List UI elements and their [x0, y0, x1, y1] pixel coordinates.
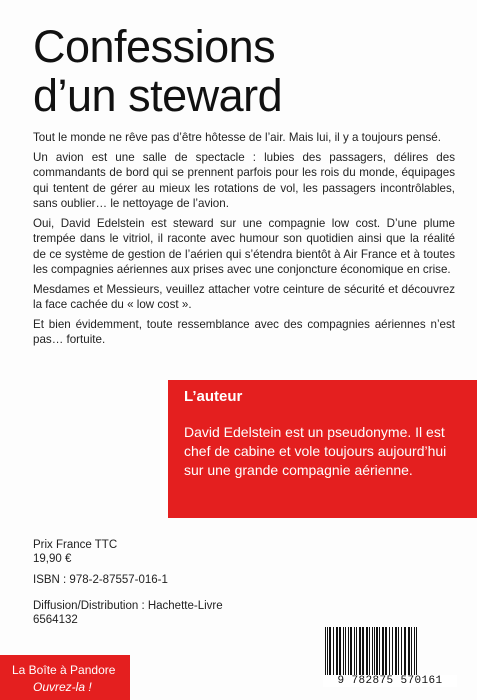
- author-heading: L’auteur: [184, 388, 243, 405]
- author-box: [168, 380, 477, 518]
- book-title: [33, 22, 453, 120]
- blurb: [33, 130, 455, 352]
- publisher-box: [0, 655, 130, 700]
- distribution-code: 6564132: [33, 614, 78, 626]
- blurb-paragraph: Tout le monde ne rêve pas d’être hôtesse de l’air. Mais lui, il y a toujours pensé.: [33, 131, 441, 144]
- price-value: 19,90 €: [33, 553, 72, 565]
- blurb-paragraph: Et bien évidemment, toute ressemblance avec des compagnies aériennes n’est pas… fortuite.: [33, 317, 455, 346]
- barcode-digits: 9 782875 570161: [323, 675, 457, 687]
- blurb-paragraph: Mesdames et Messieurs, veuillez attacher votre ceinture de sécurité et découvrez la face cachée du « low cost ».: [33, 282, 455, 311]
- blurb-paragraph: Oui, David Edelstein est steward sur une compagnie low cost. D’une plume trempée dans le vitriol, il raconte avec humour son quotidien ainsi que la réalité de ce système de gestion de l’aérien qui s’étendra bientôt à Air France et à toutes les compagnies aériennes aux prises avec une conjoncture économique en crise.: [33, 216, 455, 276]
- publisher-name: La Boîte à Pandore: [12, 663, 116, 677]
- blurb-paragraph: Un avion est une salle de spectacle : lubies des passagers, délires des commandants de bord qui se prennent parfois pour les rois du monde, équipages qui tentent de gérer au mieux les rotations de vol, les passagers incontrôlables, sans oublier… le nettoyage de l’avion.: [33, 150, 455, 210]
- price-label: Prix France TTC: [33, 539, 118, 551]
- isbn: ISBN : 978-2-87557-016-1: [33, 574, 168, 586]
- barcode: [323, 627, 457, 689]
- distribution-label: Diffusion/Distribution : Hachette-Livre: [33, 600, 223, 612]
- title-line-1: Confessions: [33, 21, 276, 72]
- distribution-block: [33, 599, 223, 627]
- title-line-2: d’un steward: [33, 70, 283, 121]
- author-bio: David Edelstein est un pseudonyme. Il est chef de cabine et vole toujours aujourd’hui sur une grande compagnie aérienne.: [184, 424, 447, 478]
- price-block: [33, 538, 117, 566]
- publisher-tagline: Ouvrez-la !: [33, 680, 92, 694]
